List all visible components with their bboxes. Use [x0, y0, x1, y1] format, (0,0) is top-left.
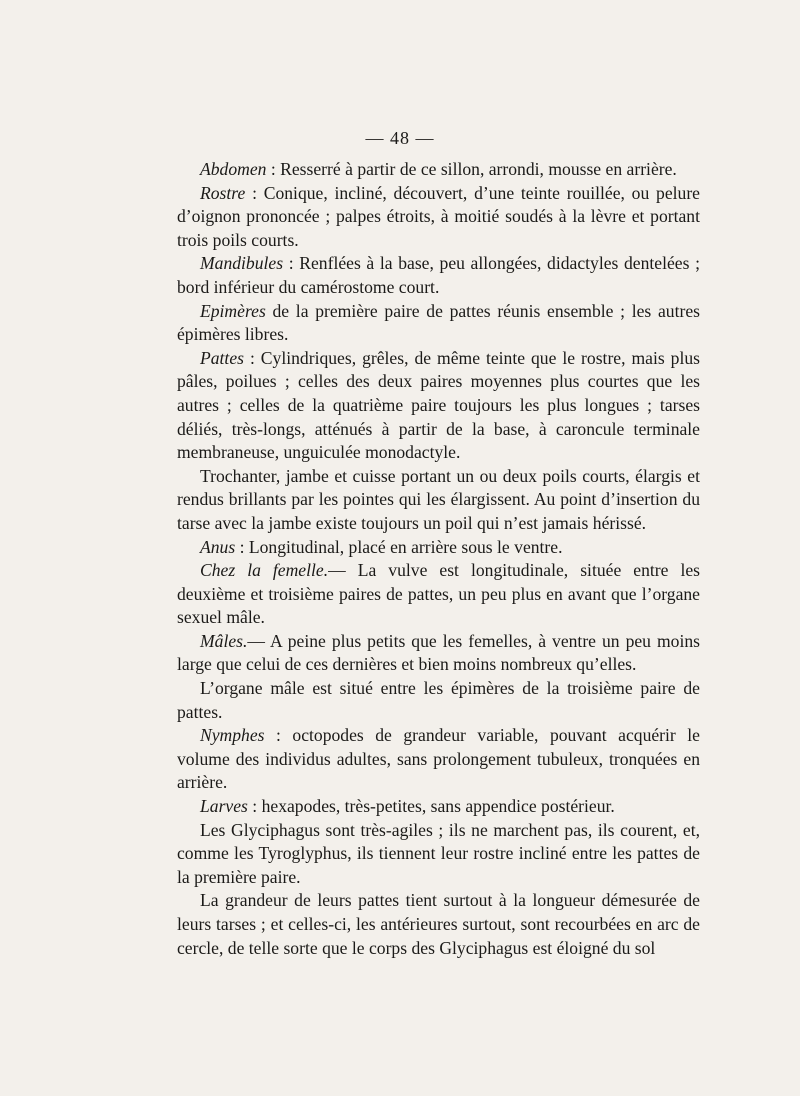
paragraph-text: : Conique, incliné, découvert, d’une teinte rouillée, ou pelure d’oignon prononcée ; palpes étroits, à moitié soudés à la lèvre et portant trois poils courts. [177, 182, 700, 250]
paragraph-larves [177, 795, 700, 819]
paragraph-text: : Longitudinal, placé en arrière sous le ventre. [235, 536, 563, 557]
paragraph-epimeres [177, 300, 700, 347]
paragraph-anus [177, 536, 700, 560]
paragraph-abdomen [177, 158, 700, 182]
body-text [177, 158, 700, 960]
paragraph-text: Trochanter, jambe et cuisse portant un ou deux poils courts, élargis et rendus brillants par les pointes qui les élargissent. Au point d’insertion du tarse avec la jambe existe toujours un poil qui n’est jamais hérissé. [177, 465, 700, 533]
paragraph-text: L’organe mâle est situé entre les épimères de la troisième paire de pattes. [177, 678, 700, 722]
paragraph-text: : Cylindriques, grêles, de même teinte que le rostre, mais plus pâles, poilues ; celles des deux paires moyennes plus courtes que les autres ; celles de la quatrième paire toujours les plus longues ; tarses déliés, très-longs, atténués à partir de la base, à caroncule terminale membraneuse, unguiculée monodactyle. [177, 347, 700, 463]
paragraph-mandibules [177, 252, 700, 299]
paragraph-grandeur-pattes [177, 889, 700, 960]
paragraph-text: : hexapodes, très-petites, sans appendice postérieur. [247, 796, 615, 817]
term-femelle: Chez la femelle. [200, 560, 329, 581]
paragraph-text: Les Glyciphagus sont très-agiles ; ils ne marchent pas, ils courent, et, comme les Tyroglyphus, ils tiennent leur rostre incliné entre les pattes de la première paire. [177, 819, 700, 887]
term-mandibules: Mandibules [200, 253, 284, 274]
term-males: Mâles. [200, 630, 248, 651]
paragraph-femelle [177, 559, 700, 630]
paragraph-text: La grandeur de leurs pattes tient surtout à la longueur démesurée de leurs tarses ; et celles-ci, les antérieures surtout, sont recourbées en arc de cercle, de telle sorte que le corps des Glyciphagus est éloigné du sol [177, 890, 700, 958]
term-pattes: Pattes [200, 347, 244, 368]
paragraph-agilite [177, 819, 700, 890]
paragraph-pattes [177, 347, 700, 465]
paragraph-nymphes [177, 724, 700, 795]
paragraph-text: : Resserré à partir de ce sillon, arrondi, mousse en arrière. [266, 159, 677, 179]
term-rostre: Rostre [200, 182, 246, 203]
paragraph-rostre [177, 182, 700, 253]
paragraph-text: de la première paire de pattes réunis ensemble ; les autres épimères libres. [177, 300, 700, 345]
term-larves: Larves [200, 796, 248, 817]
term-abdomen: Abdomen [200, 159, 267, 179]
paragraph-text: — La vulve est longitudinale, située entre les deuxième et troisième paires de pattes, un peu plus en avant que l’organe sexuel mâle. [177, 560, 700, 628]
paragraph-organe-male [177, 677, 700, 724]
term-epimeres: Epimères [200, 300, 266, 321]
paragraph-text: — A peine plus petits que les femelles, à ventre un peu moins large que celui de ces dernières et bien moins nombreux qu’elles. [177, 630, 700, 675]
term-nymphes: Nymphes [200, 725, 265, 746]
paragraph-trochanter [177, 465, 700, 536]
paragraph-males [177, 630, 700, 677]
paragraph-text: : octopodes de grandeur variable, pouvant acquérir le volume des individus adultes, sans prolongement tubuleux, tronquées en arrière. [177, 725, 700, 793]
term-anus: Anus [200, 536, 236, 557]
paragraph-text: : Renflées à la base, peu allongées, didactyles dentelées ; bord inférieur du camérostome court. [177, 253, 700, 297]
page-number: — 48 — [365, 128, 435, 148]
